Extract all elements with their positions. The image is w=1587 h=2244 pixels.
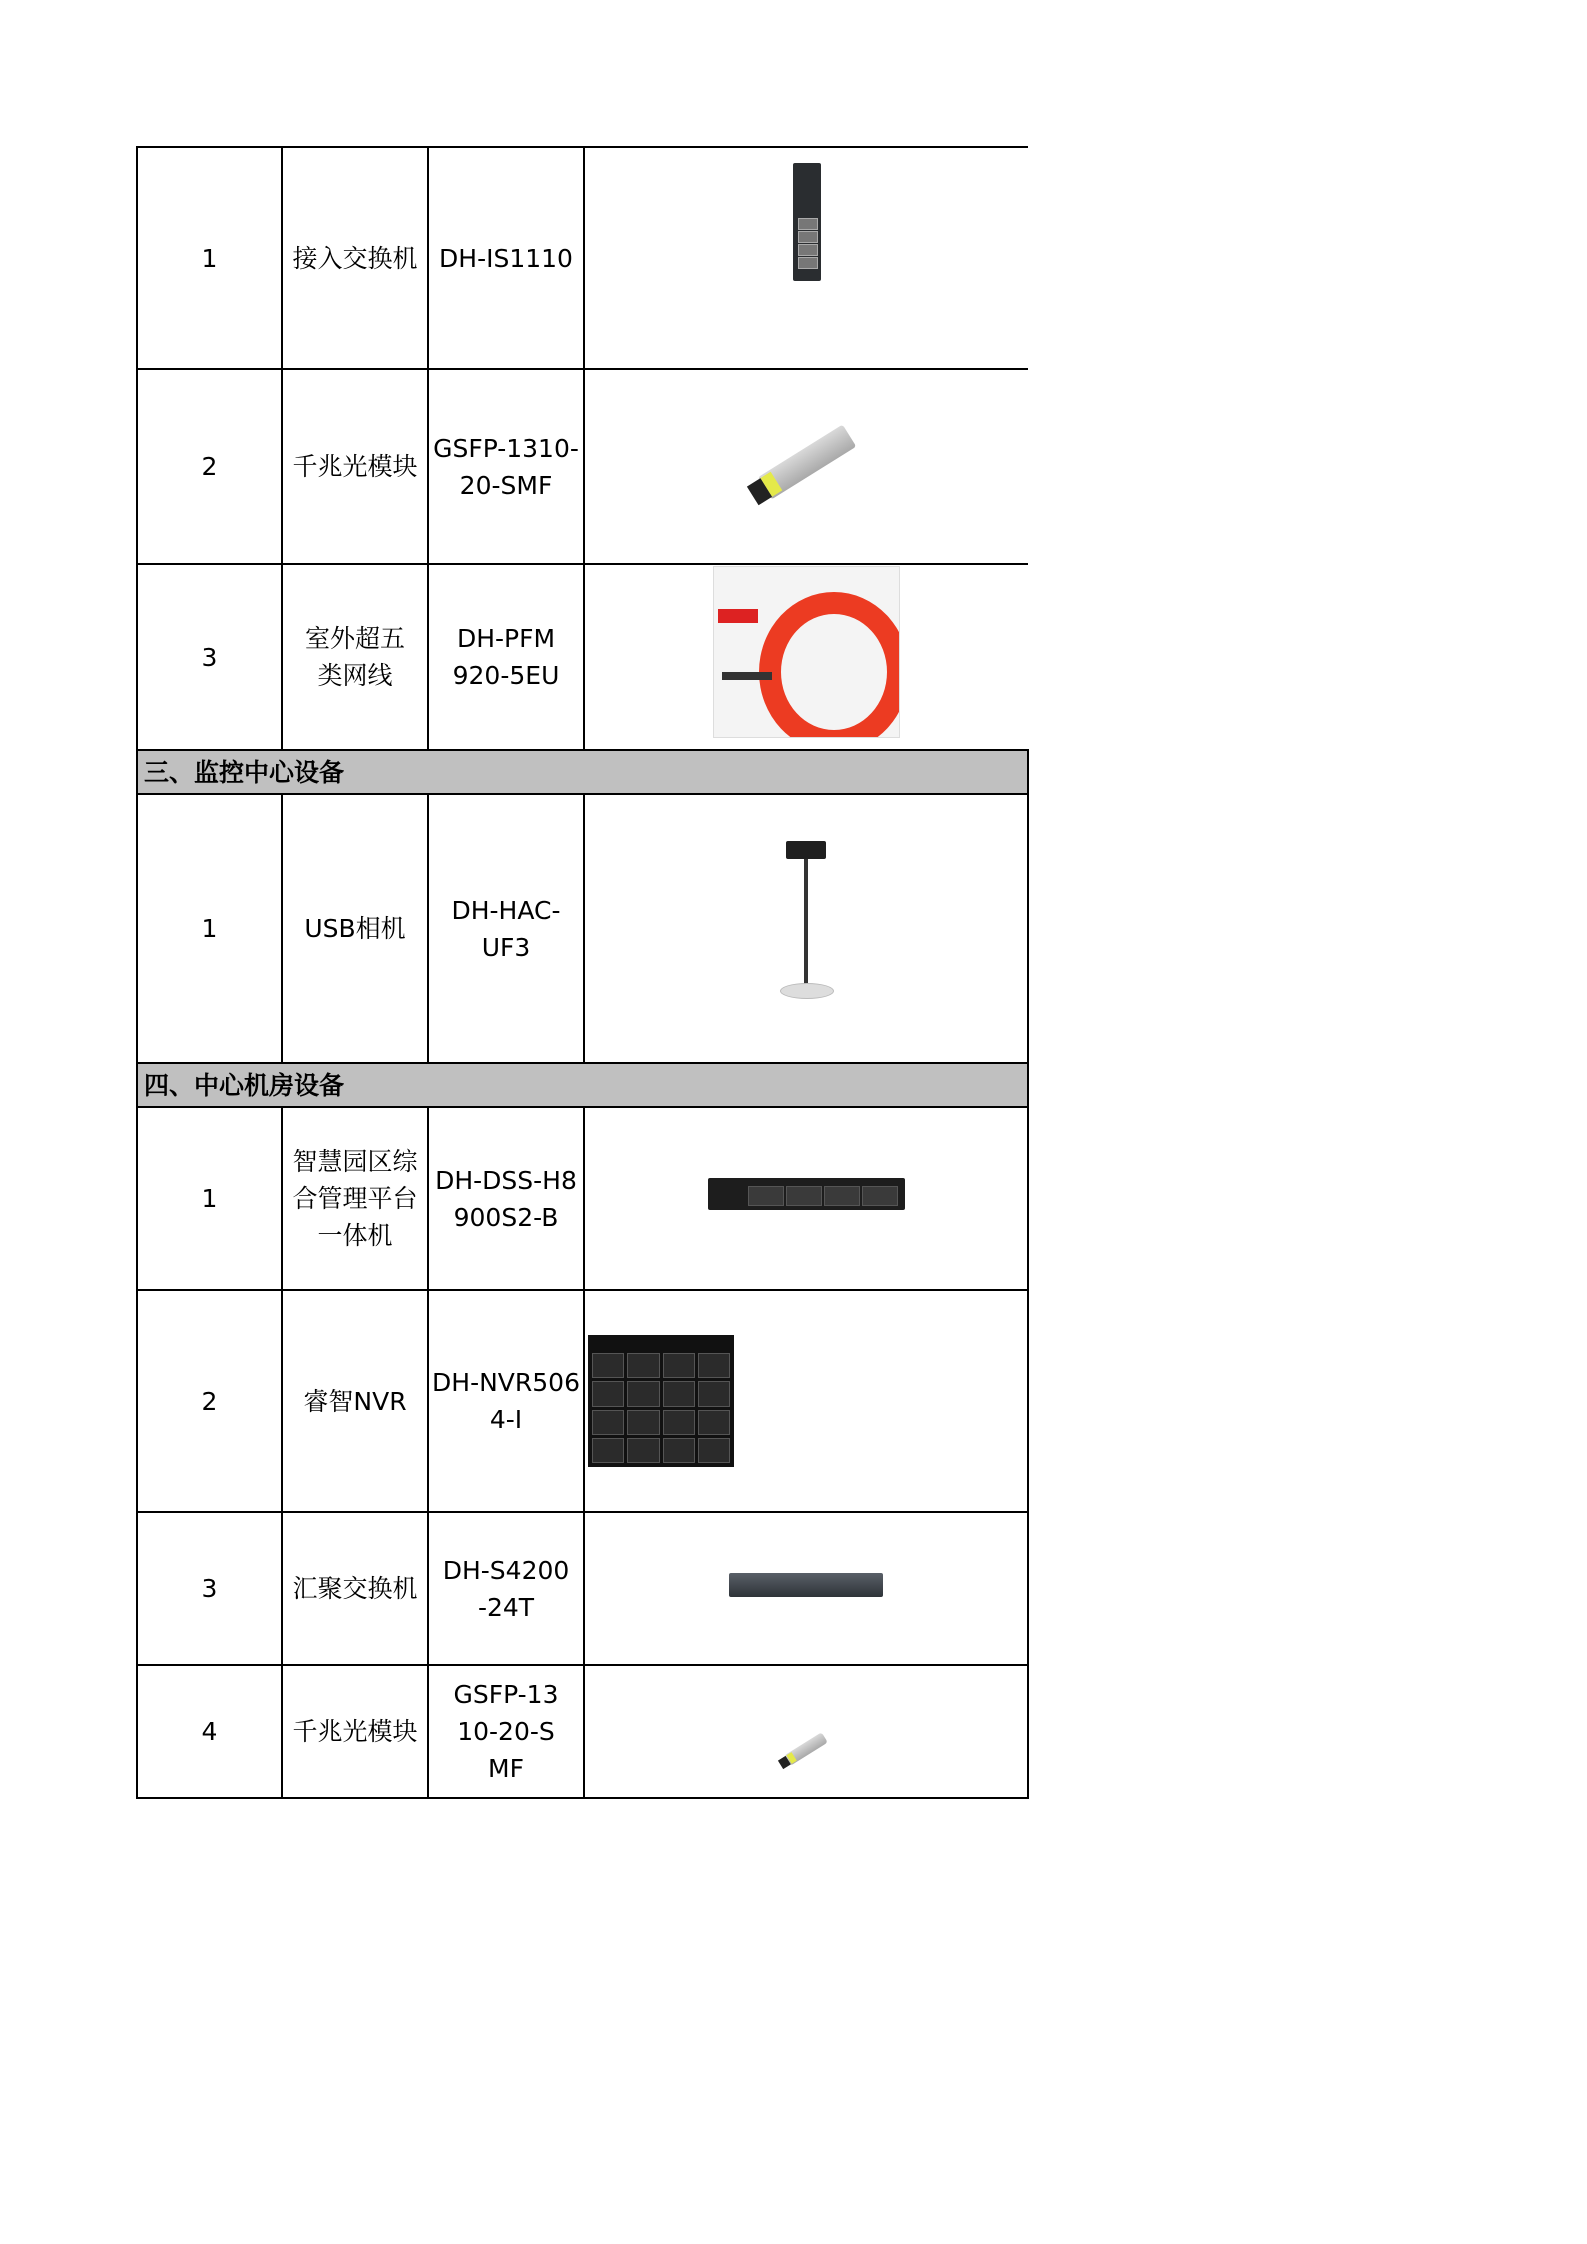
row-image (584, 1107, 1028, 1290)
row-index: 1 (137, 1107, 282, 1290)
row-name: 室外超五类网线 (282, 564, 428, 750)
row-name: 汇聚交换机 (282, 1512, 428, 1665)
row-image (584, 1290, 1028, 1512)
row-index: 2 (137, 1290, 282, 1512)
row-model: DH-NVR5064-I (428, 1290, 584, 1512)
row-image (584, 794, 1028, 1063)
row-model: DH-HAC-UF3 (428, 794, 584, 1063)
cable-box-image (713, 566, 900, 738)
industrial-switch-image (793, 163, 821, 281)
row-model: GSFP-1310-20-SMF (428, 1665, 584, 1798)
table-row (137, 1107, 1028, 1290)
table-row (137, 1512, 1028, 1665)
row-model: GSFP-1310-20-SMF (428, 369, 584, 564)
sfp-module-image (757, 424, 856, 499)
row-index: 1 (137, 147, 282, 369)
section-header (137, 1063, 1028, 1107)
table-row (137, 1290, 1028, 1512)
table-row (137, 369, 1028, 564)
row-index: 3 (137, 564, 282, 750)
aggregation-switch-image (729, 1573, 883, 1597)
row-model: DH-PFM920-5EU (428, 564, 584, 750)
table-row (137, 564, 1028, 750)
row-image (584, 369, 1028, 564)
row-name: 千兆光模块 (282, 369, 428, 564)
usb-camera-stand-image (766, 841, 846, 1006)
row-name: 接入交换机 (282, 147, 428, 369)
row-model: DH-S4200-24T (428, 1512, 584, 1665)
table-row (137, 794, 1028, 1063)
row-image (584, 147, 1028, 369)
table-row (137, 1665, 1028, 1798)
row-model: DH-IS1110 (428, 147, 584, 369)
row-name: 智慧园区综合管理平台一体机 (282, 1107, 428, 1290)
rack-server-image (708, 1178, 905, 1210)
section-title: 四、中心机房设备 (137, 1063, 1028, 1107)
section-title: 三、监控中心设备 (137, 750, 1028, 794)
row-model: DH-DSS-H8900S2-B (428, 1107, 584, 1290)
row-index: 3 (137, 1512, 282, 1665)
sfp-module-image (784, 1732, 828, 1765)
row-image (584, 1512, 1028, 1665)
row-index: 1 (137, 794, 282, 1063)
equipment-table (136, 146, 1029, 1799)
row-image (584, 1665, 1028, 1798)
row-index: 4 (137, 1665, 282, 1798)
nvr-image (588, 1335, 734, 1467)
row-name: 千兆光模块 (282, 1665, 428, 1798)
section-header (137, 750, 1028, 794)
row-image (584, 564, 1028, 750)
row-index: 2 (137, 369, 282, 564)
row-name: USB相机 (282, 794, 428, 1063)
table-row (137, 147, 1028, 369)
row-name: 睿智NVR (282, 1290, 428, 1512)
